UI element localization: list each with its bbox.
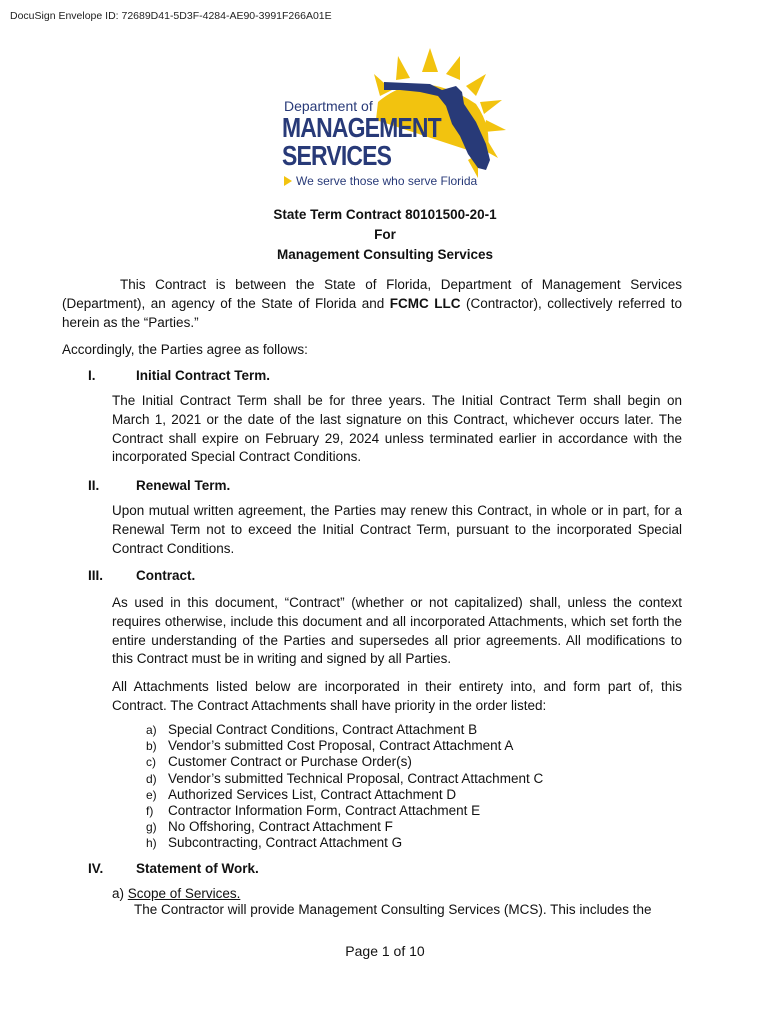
section-body: Upon mutual written agreement, the Parties may renew this Contract, in whole or in part, for a Renewal Term not to exceed the Initial Contract Term, pursuant to the incorporated Special Contract Conditions. bbox=[112, 503, 682, 556]
logo-services-text: SERVICES bbox=[282, 140, 392, 171]
page-number: Page 1 of 10 bbox=[345, 943, 425, 959]
list-item: f) Contractor Information Form, Contract Attachment E bbox=[146, 803, 481, 819]
logo-dept-text: Department of bbox=[284, 98, 373, 114]
section-number: III. bbox=[88, 568, 104, 583]
play-triangle-icon bbox=[284, 176, 292, 186]
list-item: d) Vendor’s submitted Technical Proposal, Contract Attachment C bbox=[146, 770, 544, 786]
accordingly-line: Accordingly, the Parties agree as follows: bbox=[62, 342, 308, 357]
title-line-2: For bbox=[374, 227, 396, 242]
contract-title bbox=[0, 205, 770, 265]
scope-letter: a) bbox=[112, 886, 125, 901]
list-item: c) Customer Contract or Purchase Order(s) bbox=[146, 754, 412, 770]
docusign-envelope-id: DocuSign Envelope ID: 72689D41-5D3F-4284-AE90-3991F266A01E bbox=[10, 10, 332, 22]
dms-logo bbox=[280, 44, 520, 194]
section-heading: Statement of Work. bbox=[136, 861, 259, 876]
title-line-3: Management Consulting Services bbox=[276, 247, 494, 262]
section-heading: Contract. bbox=[136, 568, 196, 583]
scope-of-services bbox=[112, 886, 682, 919]
section-number: IV. bbox=[88, 861, 104, 876]
logo-tagline: We serve those who serve Florida bbox=[284, 174, 477, 188]
section-number: I. bbox=[88, 368, 96, 383]
logo-management-text: MANAGEMENT bbox=[282, 112, 441, 143]
section-heading: Renewal Term. bbox=[136, 478, 231, 493]
scope-heading: Scope of Services. bbox=[127, 886, 241, 901]
list-item: b) Vendor’s submitted Cost Proposal, Contract Attachment A bbox=[146, 738, 514, 754]
intro-paragraph: This Contract is between the State of Florida, Department of Management Services (Department), an agency of the State of Florida and FCMC LLC (Contractor), collectively referred to herein as the “Parties.” bbox=[62, 277, 682, 330]
contractor-name: FCMC LLC bbox=[389, 295, 461, 311]
section-body-2: All Attachments listed below are incorporated in their entirety into, and form part of, this Contract. The Contract Attachments shall have priority in the order listed: bbox=[112, 679, 682, 713]
attachments-list bbox=[146, 722, 543, 852]
list-item: a) Special Contract Conditions, Contract Attachment B bbox=[146, 722, 478, 737]
list-item: g) No Offshoring, Contract Attachment F bbox=[146, 819, 393, 835]
list-item: e) Authorized Services List, Contract Attachment D bbox=[146, 786, 457, 802]
title-line-1: State Term Contract 80101500-20-1 bbox=[273, 207, 497, 222]
section-body: The Initial Contract Term shall be for three years. The Initial Contract Term shall begin on March 1, 2021 or the date of the last signature on this Contract, whichever occurs later. The Contract shall expire on February 29, 2024 unless terminated earlier in accordance with the incorporated Special Contract Conditions. bbox=[112, 393, 682, 465]
list-item: h) Subcontracting, Contract Attachment G bbox=[146, 835, 403, 851]
section-number: II. bbox=[88, 478, 100, 493]
section-body: As used in this document, “Contract” (whether or not capitalized) shall, unless the context requires otherwise, include this document and all incorporated Attachments, which set forth the entire understanding of the Parties and supersedes all prior agreements. All modifications to this Contract must be in writing and signed by all Parties. bbox=[112, 595, 682, 667]
section-heading: Initial Contract Term. bbox=[136, 368, 271, 383]
scope-body: The Contractor will provide Management Consulting Services (MCS). This includes the bbox=[134, 902, 652, 917]
